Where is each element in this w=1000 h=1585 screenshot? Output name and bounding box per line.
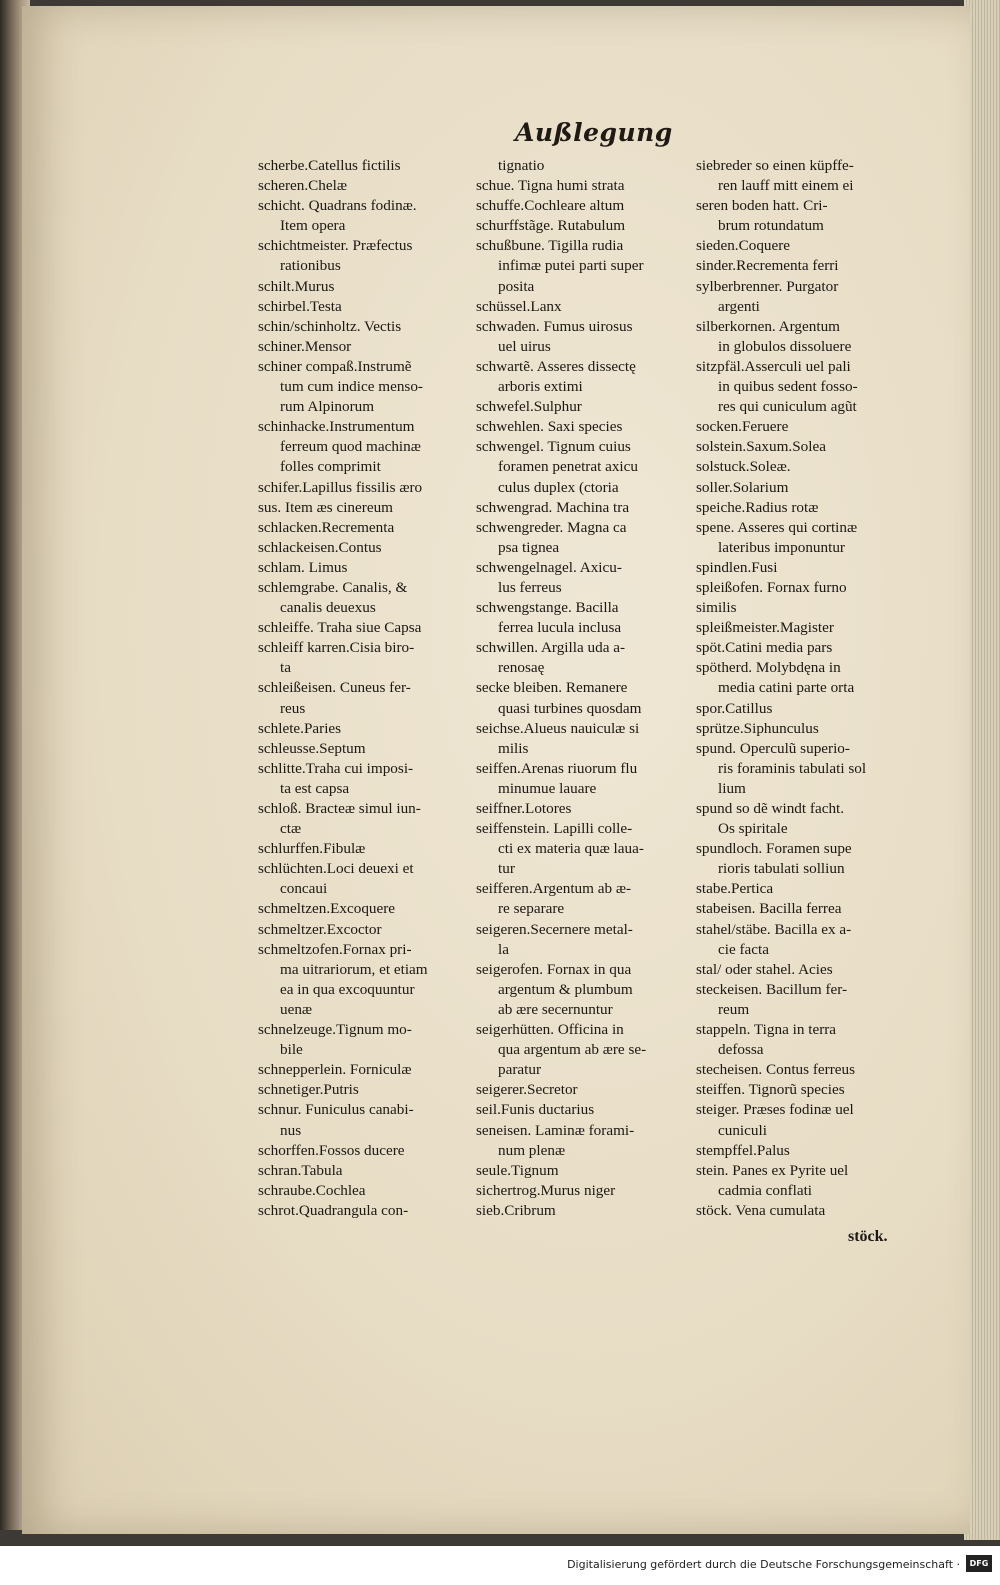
glossary-line: schifer.Lapillus fissilis æro (258, 478, 423, 496)
glossary-line: steiffen. Tignorũ species (696, 1081, 845, 1099)
glossary-line: soller.Solarium (696, 478, 789, 496)
glossary-line: reus (280, 699, 306, 717)
glossary-line: schnetiger.Putris (258, 1081, 359, 1099)
glossary-line: schleusse.Septum (258, 739, 366, 757)
glossary-line: nus (280, 1121, 302, 1139)
glossary-line: seiffen.Arenas riuorum flu (476, 759, 638, 777)
glossary-line: stecheisen. Contus ferreus (696, 1061, 856, 1079)
glossary-line: stempffel.Palus (696, 1141, 790, 1159)
glossary-line: schin/schinholtz. Vectis (258, 317, 402, 335)
glossary-line: seichse.Alueus nauiculæ si (476, 719, 640, 737)
glossary-line: ea in qua excoquuntur (280, 980, 415, 998)
glossary-line: schmeltzofen.Fornax pri- (258, 940, 412, 958)
glossary-line: la (498, 940, 509, 958)
glossary-line: schicht. Quadrans fodinæ. (258, 197, 417, 215)
glossary-line: schwengrad. Machina tra (476, 498, 630, 516)
glossary-line: silberkornen. Argentum (696, 317, 840, 335)
glossary-line: stappeln. Tigna in terra (696, 1021, 837, 1039)
glossary-line: tignatio (498, 157, 545, 174)
glossary-line: milis (498, 739, 529, 757)
glossary-line: schlüchten.Loci deuexi et (258, 860, 414, 878)
glossary-line: culus duplex (ctoria (498, 478, 619, 496)
glossary-line: schleißeisen. Cuneus fer- (258, 679, 411, 697)
glossary-line: seigerer.Secretor (476, 1081, 578, 1099)
glossary-line: schlam. Limus (258, 558, 348, 576)
glossary-line: seigeren.Secernere metal- (476, 920, 633, 938)
glossary-line: schwengreder. Magna ca (476, 518, 627, 536)
glossary-line: seiffner.Lotores (476, 800, 572, 817)
glossary-line: siebreder so einen küpffe- (696, 157, 854, 174)
glossary-line: ferrea lucula inclusa (498, 619, 622, 637)
glossary-column-2 (476, 156, 686, 1221)
glossary-line: ren lauff mitt einem ei (718, 177, 854, 195)
glossary-line: steckeisen. Bacillum fer- (696, 980, 848, 998)
glossary-line: schwehlen. Saxi species (476, 418, 623, 436)
glossary-line: spund. Operculũ superio- (696, 739, 850, 757)
glossary-line: ma uitrariorum, et etiam (280, 960, 428, 978)
glossary-line: posita (498, 277, 535, 295)
glossary-line: schwefel.Sulphur (476, 398, 582, 416)
glossary-line: schilt.Murus (258, 277, 335, 295)
glossary-line: lus ferreus (498, 578, 562, 596)
glossary-line: stahel/stäbe. Bacilla ex a- (696, 920, 852, 938)
page-header: Außlegung (515, 118, 673, 147)
glossary-line: renosaę (498, 659, 545, 677)
glossary-line: schran.Tabula (258, 1161, 343, 1179)
glossary-line: seneisen. Laminæ forami- (476, 1121, 635, 1139)
glossary-line: schwengstange. Bacilla (476, 599, 619, 617)
glossary-line: scherbe.Catellus fictilis (258, 157, 401, 174)
glossary-line: schraube.Cochlea (258, 1181, 366, 1199)
glossary-line: schwengel. Tignum cuius (476, 438, 631, 456)
glossary-line: sinder.Recrementa ferri (696, 257, 839, 275)
glossary-line: schwengelnagel. Axicu- (476, 558, 622, 576)
glossary-line: schorffen.Fossos ducere (258, 1141, 405, 1159)
funding-note: Digitalisierung gefördert durch die Deutsche Forschungsgemeinschaft · (567, 1558, 960, 1571)
glossary-line: schwartẽ. Asseres dissectę (476, 357, 636, 375)
glossary-line: schirbel.Testa (258, 297, 342, 315)
glossary-column-3 (696, 156, 906, 1221)
glossary-line: seren boden hatt. Cri- (696, 197, 828, 215)
glossary-line: cti ex materia quæ laua- (498, 840, 644, 858)
dfg-logo: DFG (966, 1555, 992, 1572)
glossary-line: solstuck.Soleæ. (696, 458, 791, 476)
glossary-line: schnur. Funiculus canabi- (258, 1101, 414, 1119)
glossary-line: stabe.Pertica (696, 880, 774, 898)
glossary-line: cuniculi (718, 1121, 767, 1139)
glossary-line: uenæ (280, 1000, 313, 1018)
glossary-line: ctæ (280, 820, 302, 838)
glossary-line: rioris tabulati solliun (718, 860, 845, 878)
glossary-line: reum (718, 1000, 750, 1018)
glossary-line: rum Alpinorum (280, 398, 375, 416)
glossary-line: res qui cuniculum agũt (718, 398, 857, 416)
glossary-line: schleiffe. Traha siue Capsa (258, 619, 422, 637)
glossary-line: spöt.Catini media pars (696, 639, 833, 657)
glossary-line: schnelzeuge.Tignum mo- (258, 1021, 412, 1039)
glossary-line: solstein.Saxum.Solea (696, 438, 826, 456)
glossary-line: brum rotundatum (718, 217, 824, 235)
glossary-line: media catini parte orta (718, 679, 855, 697)
glossary-line: seiffenstein. Lapilli colle- (476, 820, 633, 838)
glossary-line: schußbune. Tigilla rudia (476, 237, 624, 255)
glossary-line: minumue lauare (498, 779, 597, 797)
glossary-line: psa tignea (498, 538, 560, 556)
glossary-line: schüssel.Lanx (476, 297, 562, 315)
glossary-line: speiche.Radius rotæ (696, 498, 819, 516)
glossary-line: infimæ putei parti super (498, 257, 644, 275)
glossary-line: spleißmeister.Magister (696, 619, 834, 637)
glossary-line: schwaden. Fumus uirosus (476, 317, 633, 335)
glossary-line: quasi turbines quosdam (498, 699, 642, 717)
glossary-line: schiner compaß.Instrumẽ (258, 357, 412, 375)
glossary-line: sichertrog.Murus niger (476, 1181, 616, 1199)
glossary-line: paratur (498, 1061, 542, 1079)
glossary-line: argenti (718, 297, 760, 315)
glossary-line: schiner.Mensor (258, 337, 352, 355)
glossary-line: socken.Feruere (696, 418, 789, 436)
glossary-line: in globulos dissoluere (718, 337, 852, 355)
glossary-line: foramen penetrat axicu (498, 458, 638, 476)
glossary-line: re separare (498, 900, 565, 918)
glossary-line: scheren.Chelæ (258, 177, 347, 195)
glossary-line: steiger. Præses fodinæ uel (696, 1101, 854, 1119)
glossary-line: schinhacke.Instrumentum (258, 418, 415, 436)
glossary-line: seifferen.Argentum ab æ- (476, 880, 632, 898)
glossary-line: Item opera (280, 217, 346, 235)
glossary-line: qua argentum ab ære se- (498, 1041, 647, 1059)
glossary-line: cadmia conflati (718, 1181, 813, 1199)
glossary-column-1 (258, 156, 468, 1221)
glossary-line: folles comprimit (280, 458, 381, 476)
glossary-line: lateribus imponuntur (718, 538, 845, 556)
glossary-line: lium (718, 779, 746, 797)
glossary-line: arboris extimi (498, 378, 583, 396)
glossary-line: uel uirus (498, 337, 551, 355)
glossary-line: spundloch. Foramen supe (696, 840, 852, 858)
glossary-line: spund so dẽ windt facht. (696, 800, 845, 817)
glossary-line: schlitte.Traha cui imposi- (258, 759, 414, 777)
glossary-line: schleiff karren.Cisia biro- (258, 639, 415, 657)
glossary-line: schlackeisen.Contus (258, 538, 382, 556)
glossary-line: spleißofen. Fornax furno (696, 578, 847, 596)
glossary-line: argentum & plumbum (498, 980, 633, 998)
glossary-line: ris foraminis tabulati sol (718, 759, 867, 777)
glossary-line: schmeltzen.Excoquere (258, 900, 396, 918)
glossary-line: seule.Tignum (476, 1161, 559, 1179)
glossary-line: ta (280, 659, 291, 677)
glossary-line: schlete.Paries (258, 719, 342, 737)
glossary-line: schlemgrabe. Canalis, & (258, 578, 408, 596)
glossary-line: sus. Item æs cinereum (258, 498, 393, 516)
glossary-line: schuffe.Cochleare altum (476, 197, 625, 215)
footer-bar (0, 1546, 1000, 1585)
glossary-line: schrot.Quadrangula con- (258, 1201, 409, 1219)
glossary-line: ta est capsa (280, 779, 350, 797)
glossary-line: ferreum quod machinæ (280, 438, 421, 456)
glossary-line: seil.Funis ductarius (476, 1101, 595, 1119)
glossary-line: schwillen. Argilla uda a- (476, 639, 626, 657)
glossary-line: bile (280, 1041, 303, 1059)
glossary-line: similis (696, 599, 737, 617)
glossary-line: schlacken.Recrementa (258, 518, 395, 536)
glossary-line: seigerhütten. Officina in (476, 1021, 624, 1039)
glossary-line: canalis deuexus (280, 599, 376, 617)
glossary-line: in quibus sedent fosso- (718, 378, 858, 396)
catchword: stöck. (848, 1228, 888, 1245)
glossary-line: Os spiritale (718, 820, 788, 838)
glossary-line: rationibus (280, 257, 341, 275)
glossary-line: secke bleiben. Remanere (476, 679, 628, 697)
glossary-line: ab ære secernuntur (498, 1000, 613, 1018)
glossary-line: schue. Tigna humi strata (476, 177, 625, 195)
glossary-line: schmeltzer.Excoctor (258, 920, 382, 938)
glossary-line: tum cum indice menso- (280, 378, 423, 396)
glossary-line: num plenæ (498, 1141, 566, 1159)
glossary-line: concaui (280, 880, 328, 898)
glossary-line: seigerofen. Fornax in qua (476, 960, 632, 978)
glossary-line: sylberbrenner. Purgator (696, 277, 839, 295)
glossary-line: sieb.Cribrum (476, 1201, 556, 1219)
glossary-line: schichtmeister. Præfectus (258, 237, 413, 255)
glossary-line: tur (498, 860, 515, 878)
glossary-line: stal/ oder stahel. Acies (696, 960, 833, 978)
glossary-line: defossa (718, 1041, 764, 1059)
glossary-line: spötherd. Molybdęna in (696, 659, 841, 677)
glossary-line: cie facta (718, 940, 769, 958)
glossary-line: stabeisen. Bacilla ferrea (696, 900, 842, 918)
glossary-line: stöck. Vena cumulata (696, 1201, 826, 1219)
glossary-line: schloß. Bracteæ simul iun- (258, 800, 421, 817)
glossary-line: schlurffen.Fibulæ (258, 840, 366, 858)
glossary-line: spor.Catillus (696, 699, 773, 717)
glossary-line: spene. Asseres qui cortinæ (696, 518, 858, 536)
glossary-line: stein. Panes ex Pyrite uel (696, 1161, 849, 1179)
glossary-line: sprütze.Siphunculus (696, 719, 819, 737)
glossary-line: schnepperlein. Forniculæ (258, 1061, 412, 1079)
glossary-line: spindlen.Fusi (696, 558, 778, 576)
glossary-line: sieden.Coquere (696, 237, 791, 255)
glossary-line: sitzpfäl.Asserculi uel pali (696, 357, 851, 375)
glossary-line: schurffstãge. Rutabulum (476, 217, 626, 235)
